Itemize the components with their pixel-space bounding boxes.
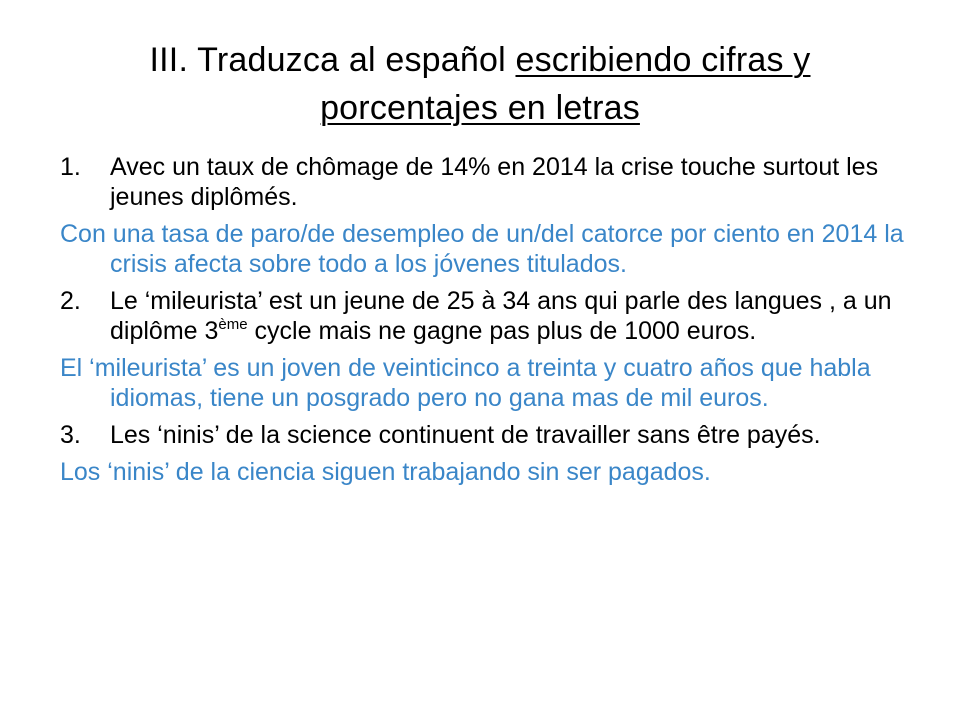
exercise-item-1 [60,152,910,212]
french-sentence: Avec un taux de chômage de 14% en 2014 la crise touche surtout les jeunes diplômés. [110,153,879,211]
ordinal-superscript: ème [218,316,248,333]
exercise-item-2 [60,286,910,346]
title-plain: III. Traduzca al español [149,41,516,79]
slide-title [40,36,920,132]
item-number: 1. [60,153,81,181]
exercise-item-3 [60,420,910,450]
item-number: 3. [60,421,81,449]
spanish-translation-1: Con una tasa de paro/de desempleo de un/del catorce por ciento en 2014 la crisis afecta sobre todo a los jóvenes titulados. [60,220,904,278]
french-sentence [110,287,892,345]
french-sentence: Les ‘ninis’ de la science continuent de travailler sans être payés. [110,421,821,449]
french-sentence-part: Le ‘mileurista’ est un jeune de 25 à 34 ans qui parle des langues , a un diplôme 3 [110,287,892,345]
spanish-translation-2: El ‘mileurista’ es un joven de veinticinco a treinta y cuatro años que habla idiomas, tiene un posgrado pero no gana mas de mil euros. [60,354,871,412]
item-number: 2. [60,287,81,315]
title-underlined-part-1: escribiendo cifras y [515,41,811,79]
french-sentence-part: cycle mais ne gagne pas plus de 1000 euros. [247,317,757,345]
exercise-body [60,152,910,494]
title-underlined-part-2: porcentajes en letras [320,89,640,127]
spanish-translation-3: Los ‘ninis’ de la ciencia siguen trabajando sin ser pagados. [60,458,711,486]
